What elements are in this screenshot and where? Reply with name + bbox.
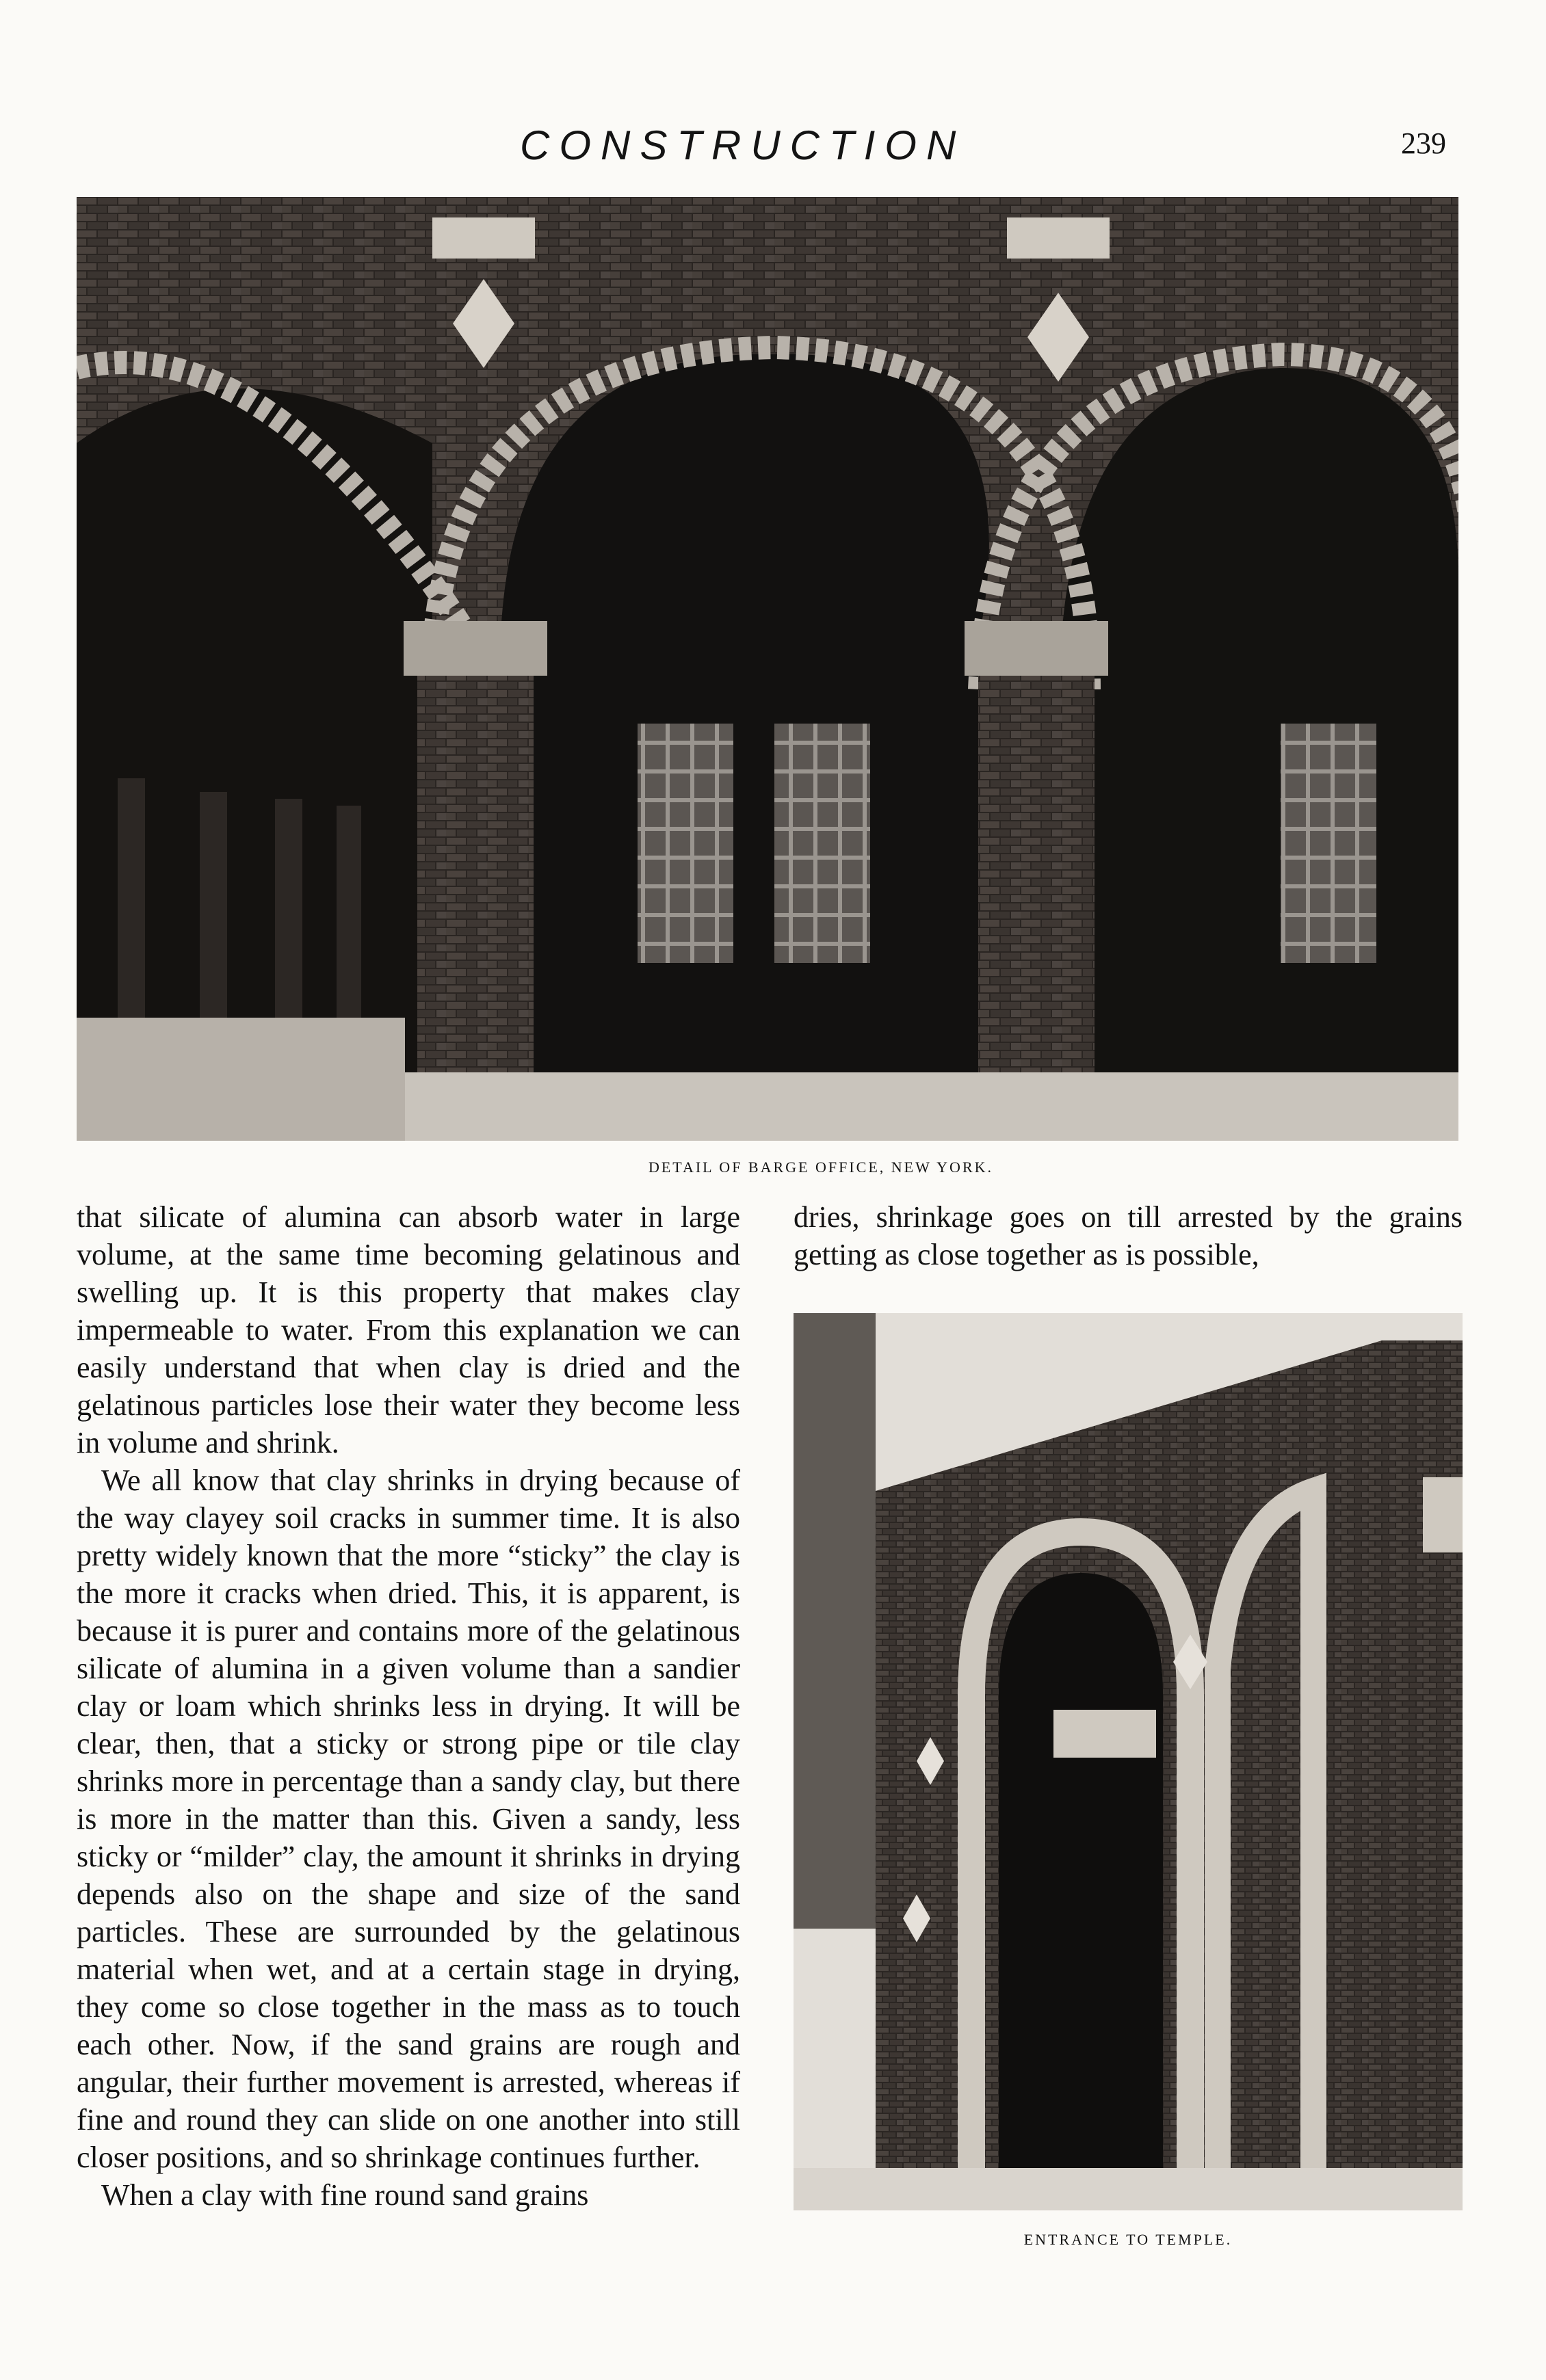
running-head <box>0 122 1546 176</box>
paragraph: that silicate of alumina can absorb water in large volume, at the same time becoming gelatinous and swelling up. It is this property that makes clay impermeable to water. From this explanation we can easily understand that when clay is dried and the gelatinous particles lose their water they become less in volume and shrink. <box>77 1200 740 1459</box>
barge-office-photo <box>77 197 1458 1141</box>
page-number: 239 <box>1401 127 1446 160</box>
right-column <box>794 1198 1463 1273</box>
paragraph: When a clay with fine round sand grains <box>101 2178 589 2212</box>
temple-entrance-photo <box>794 1313 1463 2210</box>
paragraph: We all know that clay shrinks in drying because of the way clayey soil cracks in summer time. It is also pretty widely known that the more “sticky” the clay is the more it cracks when dried. This, it is apparent, is because it is purer and contains more of the gelatinous silicate of alumina in a given volume than a sandier clay or loam which shrinks less in drying. It will be clear, then, that a sticky or strong pipe or tile clay shrinks more in percentage than a sandy clay, but there is more in the matter than this. Given a sandy, less sticky or “milder” clay, the amount it shrinks in drying depends also on the shape and size of the sand particles. These are surrounded by the gelatinous material when wet, and at a certain stage in drying, they come so close together in the mass as to touch each other. Now, if the sand grains are rough and angular, their further movement is arrested, whereas if fine and round they can slide on one another into still closer positions, and so shrinkage continues further. <box>77 1464 740 2174</box>
running-title: CONSTRUCTION <box>520 122 966 168</box>
paragraph: dries, shrinkage goes on till arrested by the grains getting as close together as is possible, <box>794 1200 1463 1271</box>
figure-caption-barge-office: DETAIL OF BARGE OFFICE, NEW YORK. <box>648 1159 994 1176</box>
figure-caption-temple-entrance: ENTRANCE TO TEMPLE. <box>1023 2231 1233 2248</box>
left-column <box>77 1198 740 2214</box>
